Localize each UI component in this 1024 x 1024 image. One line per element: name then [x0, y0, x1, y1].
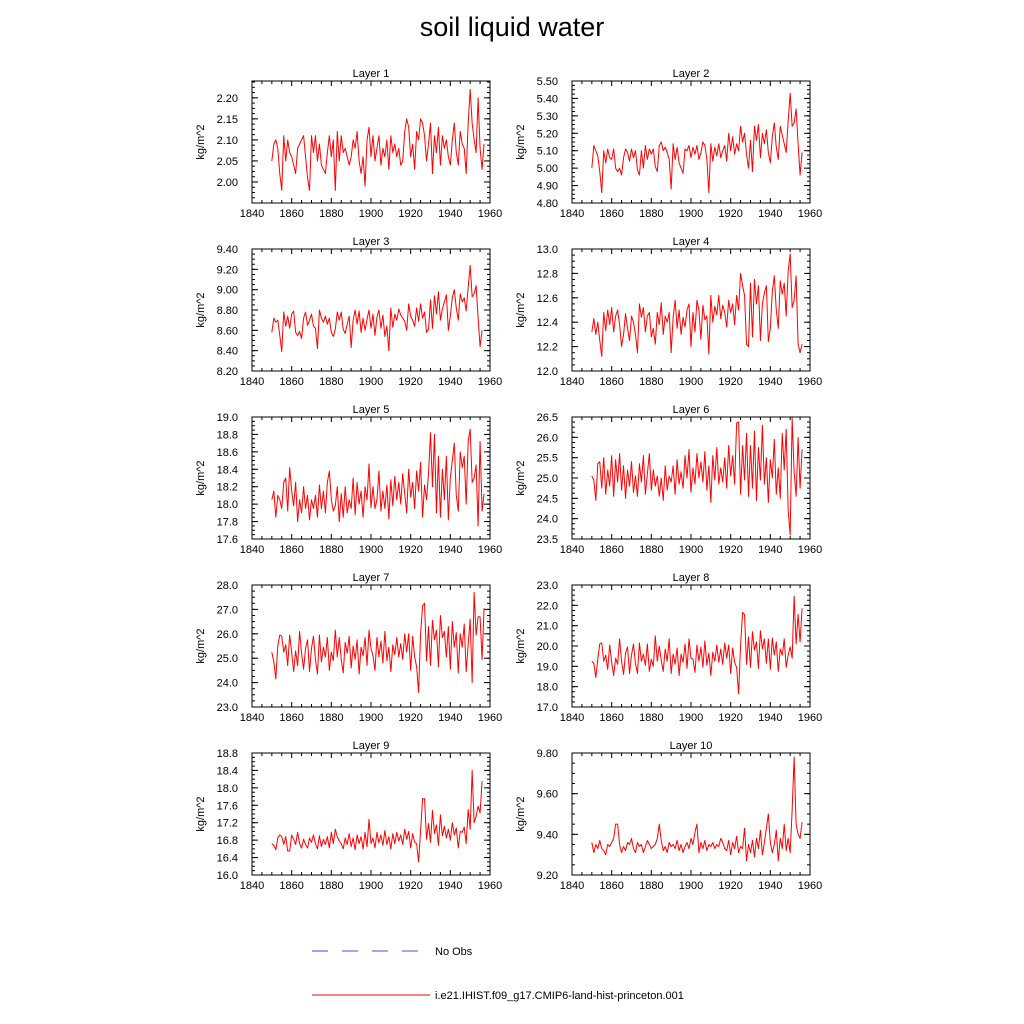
x-tick-label: 1920	[718, 208, 743, 220]
series-line	[272, 429, 484, 526]
x-tick-label: 1840	[559, 376, 585, 388]
y-axis-label: kg/m^2	[195, 292, 207, 328]
panel-title: Layer 6	[672, 404, 710, 416]
y-tick-label: 2.10	[216, 134, 238, 147]
x-tick-label: 1880	[639, 544, 664, 556]
y-tick-label: 5.30	[536, 110, 558, 123]
x-tick-label: 1860	[279, 376, 304, 388]
y-tick-label: 17.8	[216, 516, 238, 529]
x-tick-label: 1940	[758, 544, 783, 556]
y-tick-label: 25.0	[536, 473, 558, 485]
y-tick-label: 2.05	[216, 155, 238, 168]
x-tick-label: 1900	[678, 880, 704, 892]
panel-title: Layer 10	[669, 740, 713, 752]
y-tick-label: 13.0	[536, 244, 558, 256]
panel-title: Layer 1	[352, 68, 390, 80]
x-tick-label: 1880	[319, 712, 344, 724]
y-tick-label: 26.0	[536, 432, 558, 445]
y-tick-label: 4.90	[536, 180, 558, 193]
y-tick-label: 9.00	[216, 284, 238, 297]
x-tick-label: 1960	[797, 376, 823, 388]
x-tick-label: 1920	[398, 712, 423, 724]
y-tick-label: 18.6	[216, 446, 238, 459]
panel-layer-5	[195, 404, 502, 556]
legend-model-label: i.e21.IHIST.f09_g17.CMIP6-land-hist-princeton.001	[435, 990, 684, 1002]
panel-layer-1	[195, 68, 502, 220]
y-tick-label: 16.0	[216, 870, 238, 882]
plot-frame	[572, 585, 810, 707]
y-tick-label: 20.0	[536, 641, 558, 653]
x-tick-label: 1920	[398, 376, 423, 388]
x-tick-label: 1960	[477, 208, 503, 220]
panel-layer-4	[515, 236, 822, 388]
plot-frame	[252, 249, 490, 371]
x-tick-label: 1860	[599, 880, 624, 892]
x-tick-label: 1860	[599, 544, 624, 556]
x-tick-label: 1920	[718, 880, 743, 892]
y-tick-label: 8.60	[216, 325, 238, 338]
x-tick-label: 1860	[279, 544, 304, 556]
x-tick-label: 1900	[358, 712, 384, 724]
y-tick-label: 8.20	[216, 366, 238, 378]
y-tick-label: 9.80	[536, 748, 558, 760]
y-axis-label: kg/m^2	[515, 124, 527, 160]
x-tick-label: 1960	[477, 880, 503, 892]
x-tick-label: 1960	[797, 544, 823, 556]
y-tick-label: 16.4	[216, 852, 238, 865]
y-tick-label: 12.6	[536, 292, 558, 305]
y-axis-label: kg/m^2	[195, 796, 207, 832]
x-tick-label: 1900	[358, 880, 384, 892]
y-tick-label: 23.0	[216, 702, 238, 714]
plot-frame	[252, 753, 490, 875]
x-tick-label: 1880	[319, 208, 344, 220]
y-tick-label: 9.40	[536, 829, 558, 842]
panel-title: Layer 9	[352, 740, 390, 752]
x-tick-label: 1920	[718, 376, 743, 388]
panel-layer-9	[195, 740, 502, 892]
x-tick-label: 1860	[279, 880, 304, 892]
y-tick-label: 18.0	[536, 681, 558, 694]
series-line	[272, 265, 482, 351]
x-tick-label: 1960	[477, 376, 503, 388]
x-tick-label: 1860	[599, 208, 624, 220]
x-tick-label: 1900	[678, 376, 704, 388]
panel-title: Layer 4	[672, 236, 710, 248]
y-tick-label: 12.2	[536, 341, 558, 354]
plot-frame	[572, 753, 810, 875]
panel-title: Layer 7	[352, 572, 390, 584]
y-tick-label: 12.0	[536, 366, 558, 378]
x-tick-label: 1940	[758, 712, 783, 724]
x-tick-label: 1840	[239, 880, 265, 892]
legend-obs-label: No Obs	[435, 946, 473, 958]
y-tick-label: 18.4	[216, 765, 238, 778]
y-tick-label: 17.2	[216, 817, 238, 830]
y-tick-label: 18.8	[216, 748, 238, 760]
y-axis-label: kg/m^2	[195, 460, 207, 496]
series-line	[592, 254, 802, 356]
y-tick-label: 19.0	[536, 661, 558, 674]
plot-frame	[252, 417, 490, 539]
x-tick-label: 1840	[239, 544, 265, 556]
x-tick-label: 1840	[559, 544, 585, 556]
panel-title: Layer 8	[672, 572, 710, 584]
x-tick-label: 1860	[599, 712, 624, 724]
y-axis-label: kg/m^2	[515, 796, 527, 832]
y-tick-label: 28.0	[216, 580, 238, 592]
x-tick-label: 1900	[358, 544, 384, 556]
x-tick-label: 1840	[239, 376, 265, 388]
y-tick-label: 24.0	[536, 513, 558, 526]
y-tick-label: 18.0	[216, 782, 238, 795]
y-tick-label: 17.6	[216, 800, 238, 813]
x-tick-label: 1960	[477, 544, 503, 556]
y-tick-label: 5.50	[536, 76, 558, 88]
x-tick-label: 1940	[758, 208, 783, 220]
series-line	[272, 592, 484, 692]
x-tick-label: 1880	[639, 880, 664, 892]
panel-layer-3	[195, 236, 502, 388]
y-tick-label: 12.8	[536, 268, 558, 281]
y-tick-label: 17.6	[216, 534, 238, 546]
x-tick-label: 1940	[438, 880, 463, 892]
y-tick-label: 21.0	[536, 620, 558, 633]
y-tick-label: 9.20	[216, 264, 238, 277]
y-tick-label: 18.8	[216, 429, 238, 442]
series-line	[272, 770, 482, 862]
x-tick-label: 1860	[279, 712, 304, 724]
series-line	[272, 89, 484, 190]
x-tick-label: 1900	[678, 544, 704, 556]
x-tick-label: 1940	[438, 208, 463, 220]
y-tick-label: 4.80	[536, 198, 558, 210]
x-tick-label: 1880	[639, 208, 664, 220]
y-tick-label: 2.20	[216, 92, 238, 105]
x-tick-label: 1940	[438, 544, 463, 556]
y-tick-label: 16.8	[216, 835, 238, 848]
y-tick-label: 5.20	[536, 128, 558, 141]
x-tick-label: 1960	[477, 712, 503, 724]
x-tick-label: 1860	[599, 376, 624, 388]
x-tick-label: 1840	[239, 208, 265, 220]
y-tick-label: 2.00	[216, 176, 238, 189]
y-axis-label: kg/m^2	[195, 628, 207, 664]
x-tick-label: 1920	[398, 208, 423, 220]
x-tick-label: 1940	[438, 712, 463, 724]
x-tick-label: 1940	[438, 376, 463, 388]
x-tick-label: 1900	[678, 712, 704, 724]
panel-title: Layer 2	[672, 68, 710, 80]
x-tick-label: 1840	[559, 712, 585, 724]
x-tick-label: 1880	[319, 880, 344, 892]
y-tick-label: 12.4	[536, 317, 558, 330]
panel-layer-7	[195, 572, 502, 724]
panel-layer-2	[515, 68, 822, 220]
x-tick-label: 1900	[358, 376, 384, 388]
y-tick-label: 18.2	[216, 481, 238, 494]
y-tick-label: 24.5	[536, 493, 558, 506]
panels	[195, 68, 822, 892]
y-tick-label: 17.0	[536, 702, 558, 714]
page-title: soil liquid water	[419, 12, 605, 42]
x-tick-label: 1920	[398, 880, 423, 892]
y-tick-label: 24.0	[216, 677, 238, 690]
y-tick-label: 27.0	[216, 604, 238, 617]
series-line	[592, 93, 802, 192]
y-tick-label: 18.4	[216, 464, 238, 477]
panel-layer-6	[515, 404, 822, 556]
y-tick-label: 8.80	[216, 305, 238, 317]
x-tick-label: 1840	[559, 208, 585, 220]
y-tick-label: 5.00	[536, 163, 558, 176]
y-tick-label: 23.5	[536, 534, 558, 546]
x-tick-label: 1960	[797, 208, 823, 220]
y-tick-label: 23.0	[536, 580, 558, 592]
y-tick-label: 5.10	[536, 145, 558, 158]
y-tick-label: 22.0	[536, 600, 558, 613]
x-tick-label: 1880	[639, 376, 664, 388]
series-line	[592, 418, 802, 535]
x-tick-label: 1880	[639, 712, 664, 724]
x-tick-label: 1860	[279, 208, 304, 220]
series-line	[592, 757, 802, 861]
y-tick-label: 9.40	[216, 244, 238, 256]
panel-layer-10	[515, 740, 822, 892]
y-tick-label: 26.5	[536, 412, 558, 424]
y-tick-label: 26.0	[216, 628, 238, 641]
y-tick-label: 25.0	[216, 653, 238, 666]
plot-frame	[572, 81, 810, 203]
y-tick-label: 9.60	[536, 788, 558, 801]
y-tick-label: 9.20	[536, 870, 558, 882]
y-axis-label: kg/m^2	[515, 628, 527, 664]
x-tick-label: 1840	[239, 712, 265, 724]
y-axis-label: kg/m^2	[515, 460, 527, 496]
panel-title: Layer 3	[352, 236, 390, 248]
y-axis-label: kg/m^2	[515, 292, 527, 328]
y-tick-label: 25.5	[536, 452, 558, 465]
x-tick-label: 1920	[718, 544, 743, 556]
x-tick-label: 1960	[797, 880, 823, 892]
panel-layer-8	[515, 572, 822, 724]
y-tick-label: 8.40	[216, 345, 238, 358]
y-axis-label: kg/m^2	[195, 124, 207, 160]
x-tick-label: 1900	[358, 208, 384, 220]
x-tick-label: 1960	[797, 712, 823, 724]
x-tick-label: 1920	[398, 544, 423, 556]
panel-title: Layer 5	[352, 404, 390, 416]
y-tick-label: 2.15	[216, 113, 238, 126]
x-tick-label: 1900	[678, 208, 704, 220]
y-tick-label: 19.0	[216, 412, 238, 424]
x-tick-label: 1940	[758, 376, 783, 388]
x-tick-label: 1840	[559, 880, 585, 892]
x-tick-label: 1940	[758, 880, 783, 892]
x-tick-label: 1880	[319, 544, 344, 556]
series-line	[592, 596, 802, 694]
y-tick-label: 18.0	[216, 499, 238, 512]
y-tick-label: 5.40	[536, 93, 558, 106]
x-tick-label: 1880	[319, 376, 344, 388]
plot-frame	[572, 417, 810, 539]
legend	[312, 946, 684, 1002]
x-tick-label: 1920	[718, 712, 743, 724]
